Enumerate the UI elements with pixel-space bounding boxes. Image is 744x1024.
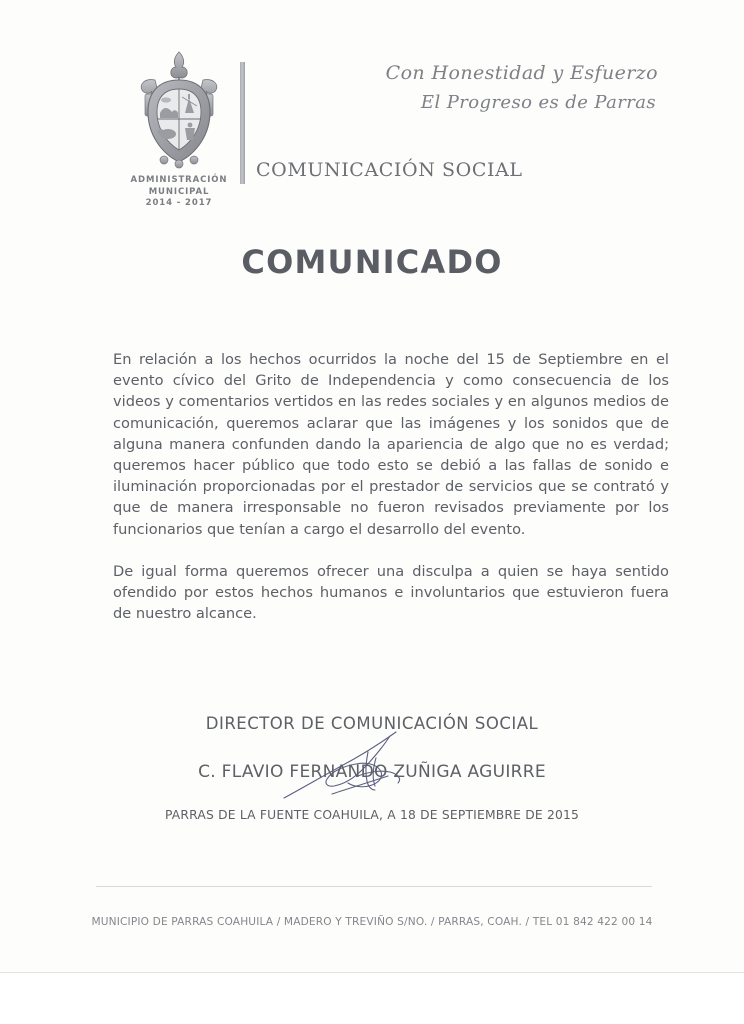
parras-de-la-fuente-coat-of-arms-icon [133, 50, 225, 170]
administration-line-3: 2014 - 2017 [145, 198, 213, 208]
institutional-slogan [386, 58, 658, 118]
signatory-role: DIRECTOR DE COMUNICACIÓN SOCIAL [205, 714, 539, 733]
crest-block [118, 50, 240, 210]
body-paragraph-2: De igual forma queremos ofrecer una disculpa a quien se haya sentido ofendido por estos hechos humanos e involuntarios que estuvieron fuera de nuestro alcance. [113, 562, 669, 623]
signature-area [0, 762, 744, 806]
signatory-name: C. FLAVIO FERNANDO ZUÑIGA AGUIRRE [198, 762, 546, 782]
signature-block [0, 714, 744, 822]
scan-margin-area [0, 973, 744, 1024]
footer-contact: MUNICIPIO DE PARRAS COAHUILA / MADERO Y TREVIÑO S/NO. / PARRAS, COAH. / TEL 01 842 422 00 14 [91, 916, 653, 928]
slogan-line-2: El Progreso es de Parras [420, 92, 656, 113]
footer-divider [96, 886, 652, 887]
body-paragraph-1: En relación a los hechos ocurridos la noche del 15 de Septiembre en el evento cívico del Grito de Independencia y como consecuencia de los videos y comentarios vertidos en las redes sociales y en algunos medios de comunicación, queremos aclarar que las imágenes y los sonidos que de alguna manera confunden dando la apariencia de algo que no es verdad; queremos hacer público que todo esto se debió a las fallas de sonido e iluminación proporcionadas por el prestador de servicios que se contrató y que de manera irresponsable no fueron revisados previamente por los funcionarios que tenían a cargo el desarrollo del evento. [113, 351, 669, 538]
slogan-line-1: Con Honestidad y Esfuerzo [385, 62, 658, 84]
administration-block [118, 175, 240, 210]
page-title: COMUNICADO [241, 243, 503, 281]
document-header [0, 0, 744, 228]
department-title: COMUNICACIÓN SOCIAL [256, 159, 523, 181]
document-body [113, 349, 669, 624]
administration-line-1: ADMINISTRACIÓN [130, 175, 228, 185]
vertical-divider-icon [240, 62, 245, 184]
administration-line-2: MUNICIPAL [148, 186, 210, 197]
signature-place-date: PARRAS DE LA FUENTE COAHUILA, A 18 DE SEPTIEMBRE DE 2015 [164, 808, 580, 822]
